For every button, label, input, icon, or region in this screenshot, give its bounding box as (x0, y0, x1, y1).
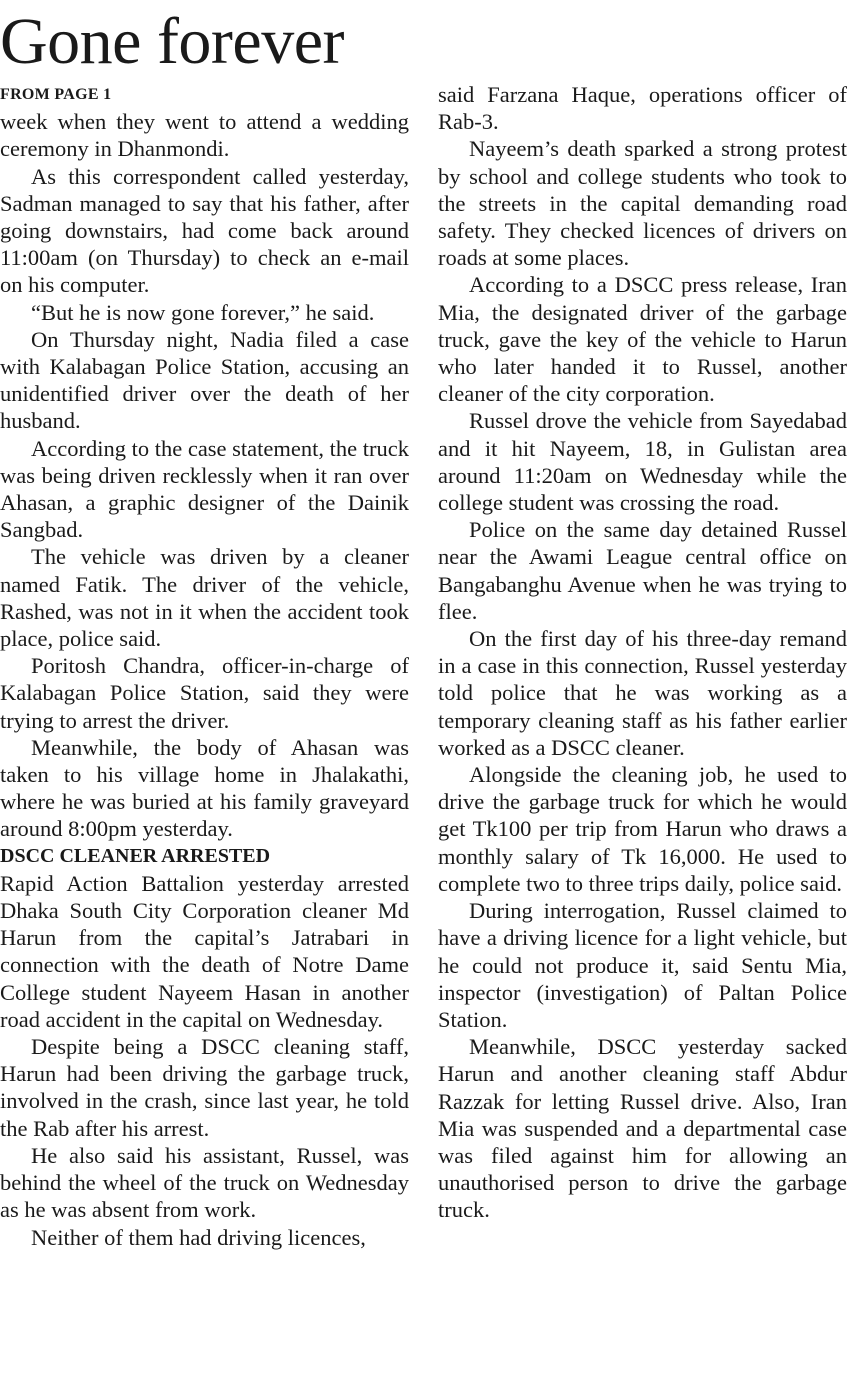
paragraph: According to a DSCC press release, Iran Mia, the designated driver of the garbage truck, gave the key of the vehicle to Harun who later handed it to Russel, another cleaner of the city corporation. (438, 272, 847, 407)
paragraph: Russel drove the vehicle from Sayedabad and it hit Nayeem, 18, in Gulistan area around 11:20am on Wednesday while the college student was crossing the road. (438, 408, 847, 516)
paragraph: Neither of them had driving licences, (31, 1224, 366, 1250)
paragraph: Alongside the cleaning job, he used to drive the garbage truck for which he would get Tk100 per trip from Harun who draws a monthly salary of Tk 16,000. He used to complete two to three trips daily, police said. (438, 762, 847, 896)
paragraph: Meanwhile, DSCC yesterday sacked Harun and another cleaning staff Abdur Razzak for letting Russel drive. Also, Iran Mia was suspended and a departmental case was filed against him for allowing an unauthorised person to drive the garbage truck. (438, 1034, 847, 1223)
paragraph: During interrogation, Russel claimed to have a driving licence for a light vehicle, but he could not produce it, said Sentu Mia, inspector (investigation) of Paltan Police Station. (438, 898, 847, 1032)
paragraph: On Thursday night, Nadia filed a case with Kalabagan Police Station, accusing an unidentified driver over the death of her husband. (0, 326, 409, 434)
paragraph: The vehicle was driven by a cleaner named Fatik. The driver of the vehicle, Rashed, was not in it when the accident took place, police said. (0, 544, 409, 652)
paragraph: He also said his assistant, Russel, was behind the wheel of the truck on Wednesday as he was absent from work. (0, 1142, 409, 1223)
paragraph: “But he is now gone forever,” he said. (31, 299, 375, 325)
paragraph: On the first day of his three-day remand in a case in this connection, Russel yesterday told police that he was working as a temporary cleaning staff as his father earlier worked as a DSCC cleaner. (438, 626, 847, 760)
paragraph: According to the case statement, the truck was being driven recklessly when it ran over Ahasan, a graphic designer of the Dainik Sangbad. (0, 435, 409, 543)
paragraph: As this correspondent called yesterday, Sadman managed to say that his father, after going downstairs, had come back around 11:00am (on Thursday) to check an e-mail on his computer. (0, 163, 409, 298)
paragraph-continued: said Farzana Haque, operations officer of Rab-3. (438, 82, 847, 135)
paragraph: Nayeem’s death sparked a strong protest by school and college students who took to the streets in the capital demanding road safety. They checked licences of drivers on roads at some places. (438, 136, 847, 271)
paragraph: Meanwhile, the body of Ahasan was taken to his village home in Jhalakathi, where he was buried at his family graveyard around 8:00pm yesterday. (0, 734, 409, 842)
article-column-left (0, 81, 409, 1251)
jump-line: FROM PAGE 1 (0, 86, 112, 103)
article-column-right (438, 81, 847, 1224)
paragraph: Despite being a DSCC cleaning staff, Harun had been driving the garbage truck, involved in the crash, since last year, he told the Rab after his arrest. (0, 1034, 409, 1141)
paragraph: Poritosh Chandra, officer-in-charge of Kalabagan Police Station, said they were trying to arrest the driver. (0, 653, 409, 733)
section-subhead: DSCC CLEANER ARRESTED (0, 844, 271, 867)
paragraph: Police on the same day detained Russel near the Awami League central office on Bangabanghu Avenue when he was trying to flee. (438, 517, 847, 624)
article-headline: Gone forever (0, 5, 344, 78)
paragraph-continued: week when they went to attend a wedding ceremony in Dhanmondi. (0, 109, 409, 162)
paragraph: Rapid Action Battalion yesterday arrested Dhaka South City Corporation cleaner Md Harun from the capital’s Jatrabari in connection with the death of Notre Dame College student Nayeem Hasan in another road accident in the capital on Wednesday. (0, 870, 409, 1032)
